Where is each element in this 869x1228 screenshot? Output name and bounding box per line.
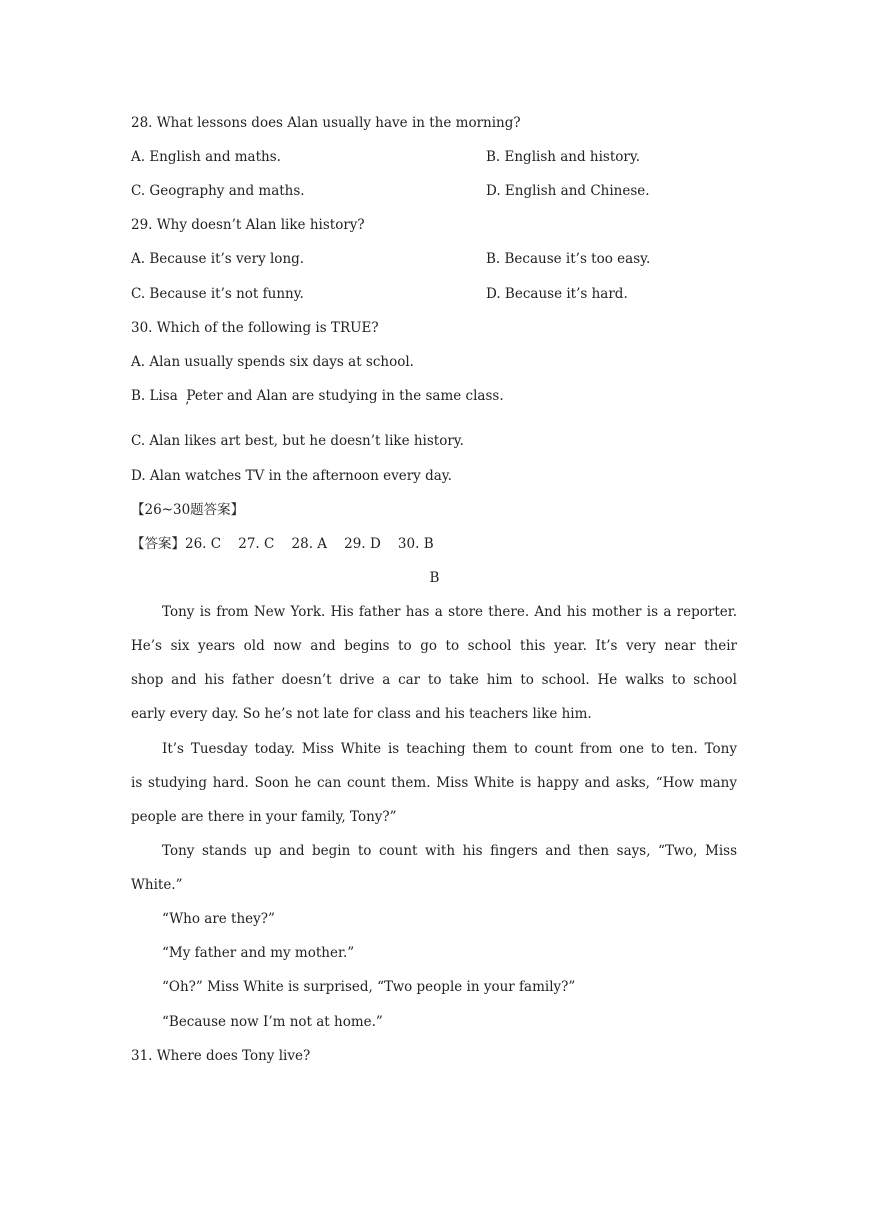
passage-p3-line2: White.”: [131, 877, 183, 893]
passage-dialogue-4: “Because now I’m not at home.”: [162, 1014, 383, 1030]
passage-p2-line3: people are there in your family, Tony?”: [131, 809, 397, 825]
q31-question: 31. Where does Tony live?: [131, 1048, 311, 1064]
q30-option-b: B. Lisa Peter and Alan are studying in the same class.: [131, 388, 504, 404]
passage-dialogue-1: “Who are they?”: [162, 911, 275, 927]
answer-line: 【答案】26. C 27. C 28. A 29. D 30. B: [131, 536, 434, 552]
q28-option-b: B. English and history.: [486, 149, 640, 165]
passage-p1-line1: Tony is from New York. His father has a store there. And his mother is a reporter.: [162, 604, 737, 620]
q29-option-c: C. Because it’s not funny.: [131, 286, 304, 302]
passage-p1-line3: shop and his father doesn’t drive a car to take him to school. He walks to school: [131, 672, 737, 688]
q29-option-d: D. Because it’s hard.: [486, 286, 628, 302]
q30-question: 30. Which of the following is TRUE?: [131, 320, 379, 336]
q29-option-b: B. Because it’s too easy.: [486, 251, 651, 267]
passage-p2-line2: is studying hard. Soon he can count them. Miss White is happy and asks, “How many: [131, 775, 737, 791]
q29-option-a: A. Because it’s very long.: [131, 251, 305, 267]
passage-dialogue-3: “Oh?” Miss White is surprised, “Two people in your family?”: [162, 979, 576, 995]
q30-option-d: D. Alan watches TV in the afternoon every day.: [131, 468, 452, 484]
q28-option-a: A. English and maths.: [131, 149, 281, 165]
section-heading: B: [429, 570, 440, 586]
passage-p1-line2: He’s six years old now and begins to go to school this year. It’s very near their: [131, 638, 737, 654]
q28-question: 28. What lessons does Alan usually have in the morning?: [131, 115, 521, 131]
q30-option-c: C. Alan likes art best, but he doesn’t like history.: [131, 433, 464, 449]
passage-dialogue-2: “My father and my mother.”: [162, 945, 355, 961]
q28-option-c: C. Geography and maths.: [131, 183, 305, 199]
q30-option-a: A. Alan usually spends six days at school.: [131, 354, 414, 370]
passage-p2-line1: It’s Tuesday today. Miss White is teaching them to count from one to ten. Tony: [162, 741, 737, 757]
q29-question: 29. Why doesn’t Alan like history?: [131, 217, 365, 233]
q30-option-b-comma: ’: [185, 400, 190, 415]
answer-header: 【26~30题答案】: [131, 502, 245, 518]
q28-option-d: D. English and Chinese.: [486, 183, 650, 199]
passage-p1-line4: early every day. So he’s not late for class and his teachers like him.: [131, 706, 592, 722]
passage-p3-line1: Tony stands up and begin to count with his fingers and then says, “Two, Miss: [162, 843, 737, 859]
